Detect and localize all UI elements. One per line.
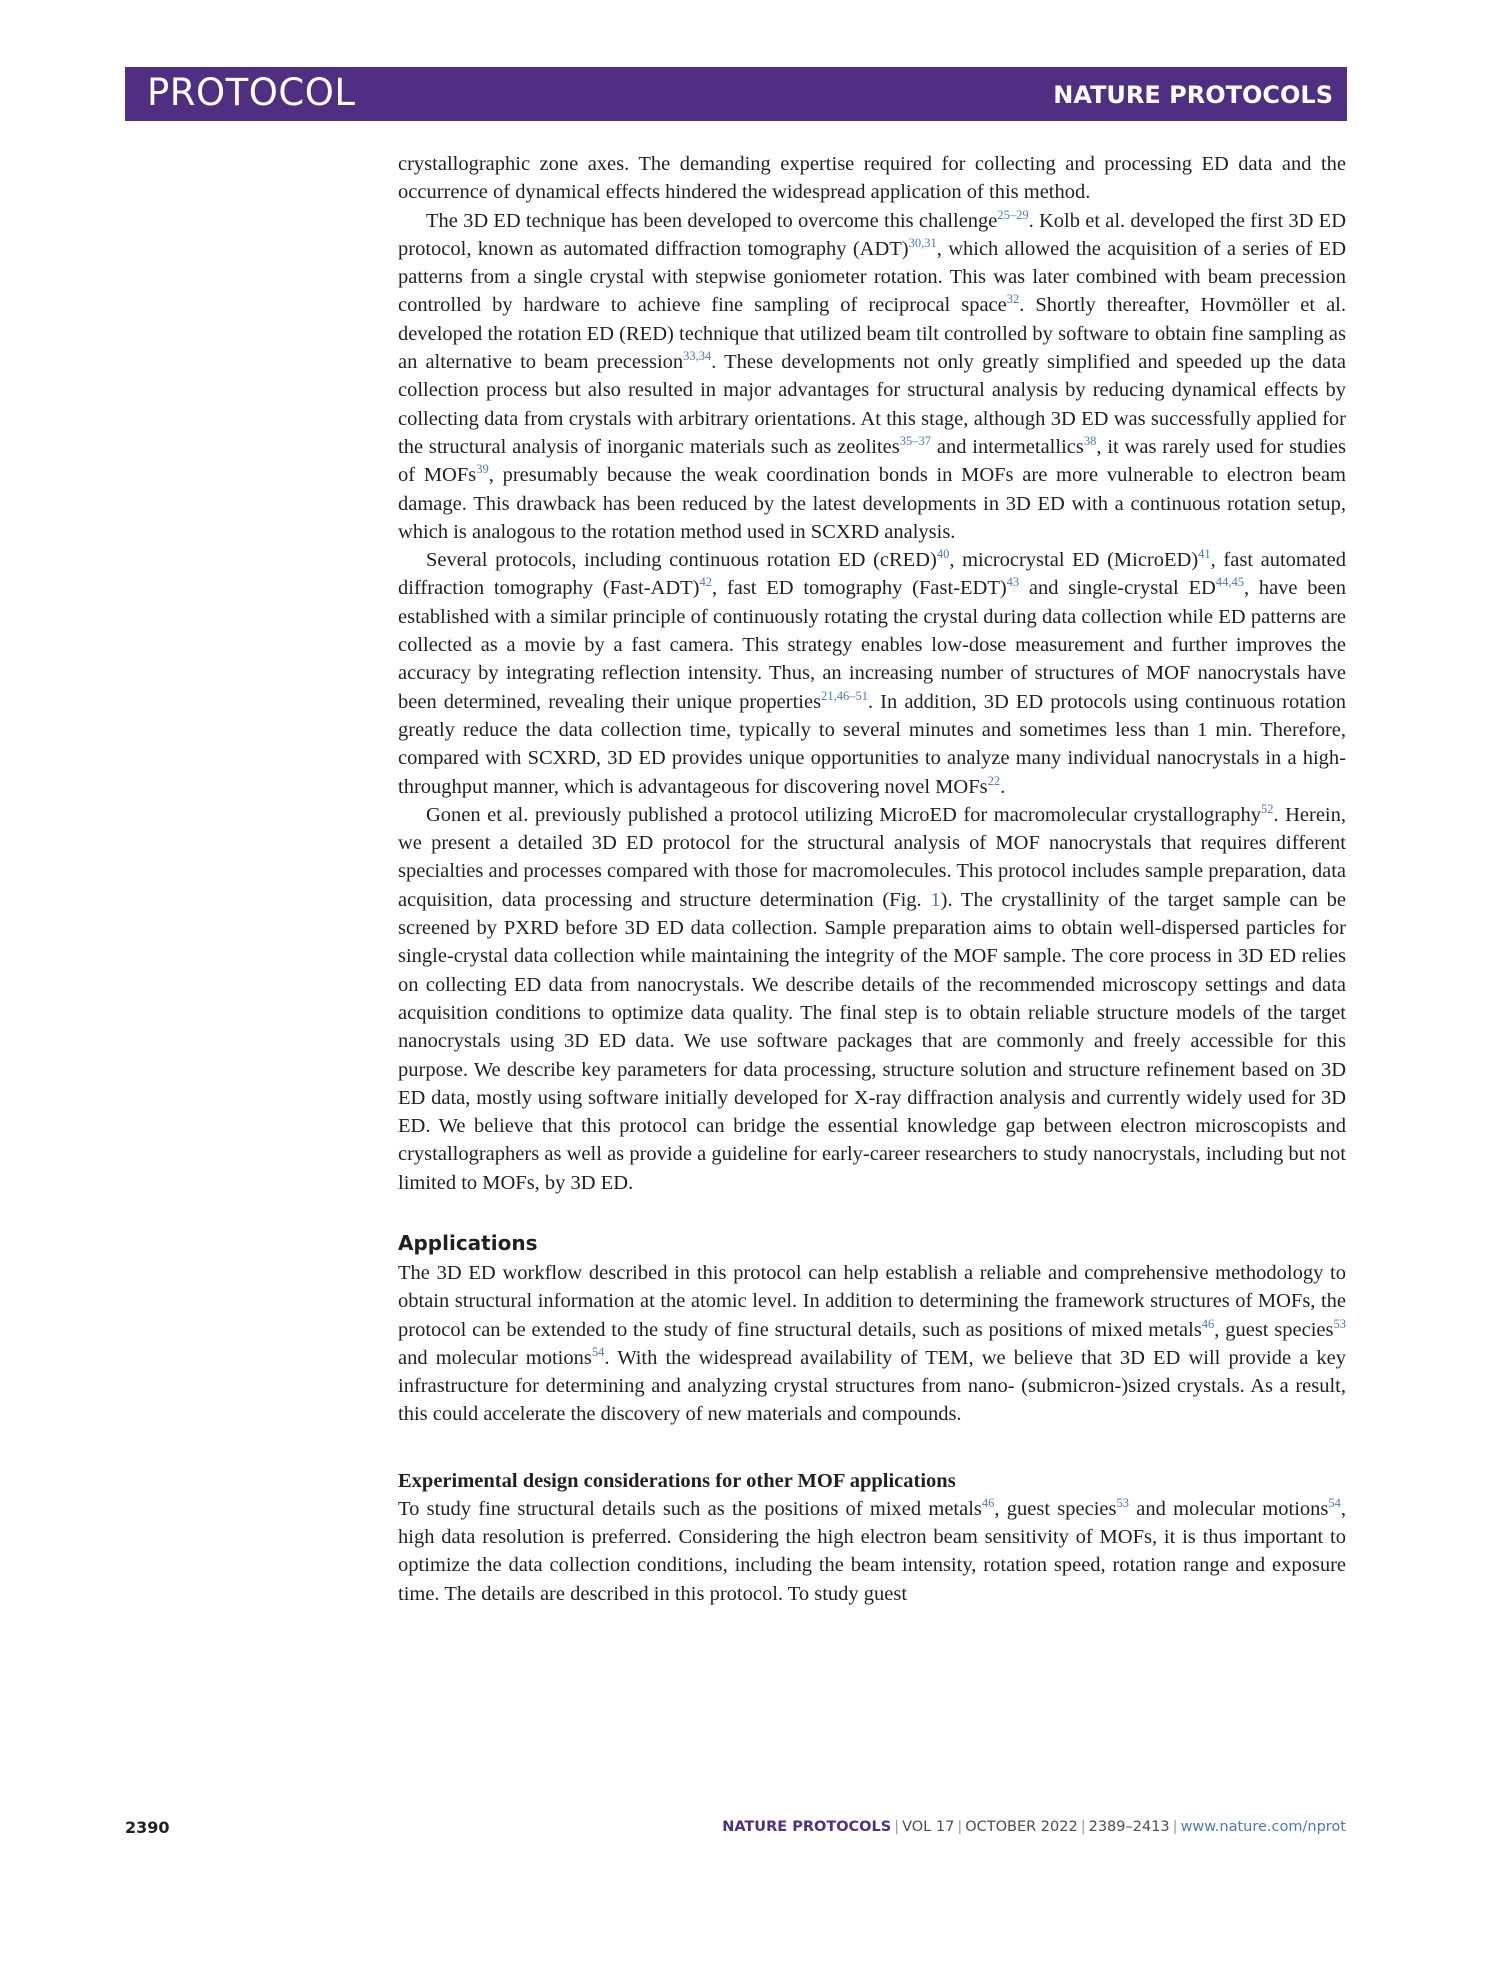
reference-link[interactable]: 38 bbox=[1083, 433, 1097, 448]
reference-link[interactable]: 46 bbox=[981, 1495, 995, 1510]
footer-separator: | bbox=[894, 1819, 900, 1835]
paragraph-text: . Kolb et al. developed the first 3D ED protocol, known as automated diffraction tomography (ADT) bbox=[398, 209, 1346, 260]
paragraph bbox=[398, 207, 1346, 547]
paragraph-text: , microcrystal ED (MicroED) bbox=[949, 549, 1199, 572]
paragraph bbox=[398, 150, 1346, 207]
paragraph bbox=[398, 801, 1346, 1197]
section-label: PROTOCOL bbox=[147, 71, 356, 114]
section-heading-experimental-design: Experimental design considerations for other MOF applications bbox=[398, 1469, 956, 1492]
paragraph bbox=[398, 546, 1346, 801]
footer-volume: VOL 17 bbox=[902, 1819, 955, 1835]
paragraph-text: Gonen et al. previously published a protocol utilizing MicroED for macromolecular crystallography bbox=[426, 803, 1261, 826]
paragraph-text: To study fine structural details such as the positions of mixed metals bbox=[398, 1497, 982, 1520]
paragraph-text: . bbox=[1000, 775, 1006, 798]
reference-link[interactable]: 21,46–51 bbox=[821, 688, 868, 703]
footer-journal-name: NATURE PROTOCOLS bbox=[722, 1819, 892, 1835]
paragraph-text: , guest species bbox=[1214, 1318, 1334, 1341]
paragraph-text: , guest species bbox=[994, 1497, 1117, 1520]
reference-link[interactable]: 54 bbox=[1328, 1495, 1341, 1510]
paragraph-text: and molecular motions bbox=[1129, 1497, 1329, 1520]
paragraph-text: Several protocols, including continuous rotation ED (cRED) bbox=[426, 549, 937, 572]
footer-date: OCTOBER 2022 bbox=[965, 1819, 1078, 1835]
reference-link[interactable]: 53 bbox=[1333, 1316, 1346, 1331]
paragraph-text: , which allowed the acquisition of a series of ED patterns from a single crystal with stepwise goniometer rotation. This was later combined with beam precession controlled by hardware to achieve fine sampling of reciprocal space bbox=[398, 237, 1347, 317]
paragraph-text: . Shortly thereafter, Hovmöller et al. developed the rotation ED (RED) technique that utilized beam tilt controlled by software to obtain fine sampling as an alternative to beam precession bbox=[398, 294, 1346, 374]
paragraph-text: The 3D ED workflow described in this protocol can help establish a reliable and comprehensive methodology to obtain structural information at the atomic level. In addition to determining the framework structures of MOFs, the protocol can be extended to the study of fine structural details, such as positions of mixed metals bbox=[398, 1261, 1346, 1341]
paragraph bbox=[398, 1259, 1346, 1429]
footer-separator: | bbox=[957, 1819, 963, 1835]
paragraph-text: . With the widespread availability of TEM, we believe that 3D ED will provide a key infrastructure for determining and analyzing crystal structures from nano- (submicron-)sized crystals. As a result, this could accelerate the discovery of new materials and compounds. bbox=[398, 1346, 1346, 1426]
reference-link[interactable]: 44,45 bbox=[1215, 575, 1244, 590]
footer-separator: | bbox=[1172, 1819, 1178, 1835]
paragraph-text: , fast ED tomography (Fast-EDT) bbox=[712, 577, 1007, 600]
reference-link[interactable]: 33,34 bbox=[683, 349, 712, 364]
reference-link[interactable]: 53 bbox=[1116, 1495, 1129, 1510]
footer-separator: | bbox=[1080, 1819, 1086, 1835]
reference-link[interactable]: 40 bbox=[936, 547, 950, 562]
reference-link[interactable]: 25–29 bbox=[997, 207, 1029, 222]
paragraph-text: , presumably because the weak coordination bonds in MOFs are more vulnerable to electron beam damage. This drawback has been reduced by the latest developments in 3D ED with a continuous rotation setup, which is analogous to the rotation method used in SCXRD analysis. bbox=[398, 464, 1346, 543]
paragraph-text: and single-crystal ED bbox=[1019, 577, 1216, 600]
footer-url-link[interactable]: www.nature.com/nprot bbox=[1180, 1819, 1346, 1835]
paragraph-text: and molecular motions bbox=[398, 1346, 592, 1369]
paragraph-text: . These developments not only greatly simplified and speeded up the data collection process but also resulted in major advantages for structural analysis by reducing dynamical effects by collecting data from crystals with arbitrary orientations. At this stage, although 3D ED was successfully applied for the structural analysis of inorganic materials such as zeolites bbox=[398, 351, 1347, 458]
header-banner bbox=[125, 67, 1347, 121]
article-body bbox=[398, 150, 1346, 1608]
paragraph-text: crystallographic zone axes. The demanding expertise required for collecting and processing ED data and the occurrence of dynamical effects hindered the widespread application of this method. bbox=[398, 153, 1346, 204]
section-heading-applications: Applications bbox=[398, 1230, 538, 1255]
paragraph-text: , high data resolution is preferred. Considering the high electron beam sensitivity of MOFs, it is thus important to optimize the data collection conditions, including the beam intensity, rotation speed, rotation range and exposure time. The details are described in this protocol. To study guest bbox=[398, 1497, 1346, 1605]
paragraph-text: , fast automated diffraction tomography (Fast-ADT) bbox=[398, 549, 1347, 600]
reference-link[interactable]: 30,31 bbox=[908, 235, 937, 250]
paragraph bbox=[398, 1495, 1346, 1608]
reference-link[interactable]: 54 bbox=[591, 1344, 605, 1359]
reference-link[interactable]: 43 bbox=[1006, 575, 1020, 590]
reference-link[interactable]: 32 bbox=[1006, 292, 1020, 307]
paragraph-text: and intermetallics bbox=[931, 435, 1084, 458]
paragraph-text: . In addition, 3D ED protocols using continuous rotation greatly reduce the data collection time, typically to several minutes and sometimes less than 1 min. Therefore, compared with SCXRD, 3D ED provides unique opportunities to analyze many individual nanocrystals in a high-throughput manner, which is advantageous for discovering novel MOFs bbox=[398, 690, 1346, 798]
reference-link[interactable]: 22 bbox=[987, 773, 1001, 788]
reference-link[interactable]: 35–37 bbox=[899, 433, 931, 448]
paragraph-text: ). The crystallinity of the target sample can be screened by PXRD before 3D ED data collection. Sample preparation aims to obtain well-dispersed particles for single-crystal data collection while maintaining the integrity of the MOF sample. The core process in 3D ED relies on collecting ED data from nanocrystals. We describe details of the recommended microscopy settings and data acquisition conditions to optimize data quality. The final step is to obtain reliable structure models of the target nanocrystals using 3D ED data. We use software packages that are commonly and freely accessible for this purpose. We describe key parameters for data processing, structure solution and structure refinement based on 3D ED data, mostly using software initially developed for X-ray diffraction analysis and currently widely used for 3D ED. We believe that this protocol can bridge the essential knowledge gap between electron microscopists and crystallographers as well as provide a guideline for early-career researchers to study nanocrystals, including but not limited to MOFs, by 3D ED. bbox=[398, 888, 1346, 1194]
paragraph-text: , have been established with a similar principle of continuously rotating the crystal during data collection while ED patterns are collected as a movie by a fast camera. This strategy enables low-dose measurement and further improves the accuracy by integrating reflection intensity. Thus, an increasing number of structures of MOF nanocrystals have been determined, revealing their unique properties bbox=[398, 577, 1346, 713]
reference-link[interactable]: 41 bbox=[1198, 547, 1211, 562]
figure-link[interactable]: 1 bbox=[930, 888, 941, 911]
reference-link[interactable]: 39 bbox=[476, 462, 489, 477]
journal-name: NATURE PROTOCOLS bbox=[1053, 81, 1333, 109]
footer-pages: 2389–2413 bbox=[1088, 1819, 1170, 1835]
footer-citation bbox=[722, 1819, 1346, 1835]
paragraph-text: . Herein, we present a detailed 3D ED protocol for the structural analysis of MOF nanocrystals that requires different specialties and processes compared with those for macromolecules. This protocol includes sample preparation, data acquisition, data processing and structure determination (Fig. bbox=[398, 803, 1346, 911]
page-number: 2390 bbox=[125, 1818, 170, 1837]
reference-link[interactable]: 52 bbox=[1260, 801, 1274, 816]
reference-link[interactable]: 46 bbox=[1201, 1316, 1215, 1331]
paragraph-text: The 3D ED technique has been developed to overcome this challenge bbox=[426, 209, 998, 232]
paragraph-text: , it was rarely used for studies of MOFs bbox=[398, 435, 1347, 487]
reference-link[interactable]: 42 bbox=[699, 575, 713, 590]
